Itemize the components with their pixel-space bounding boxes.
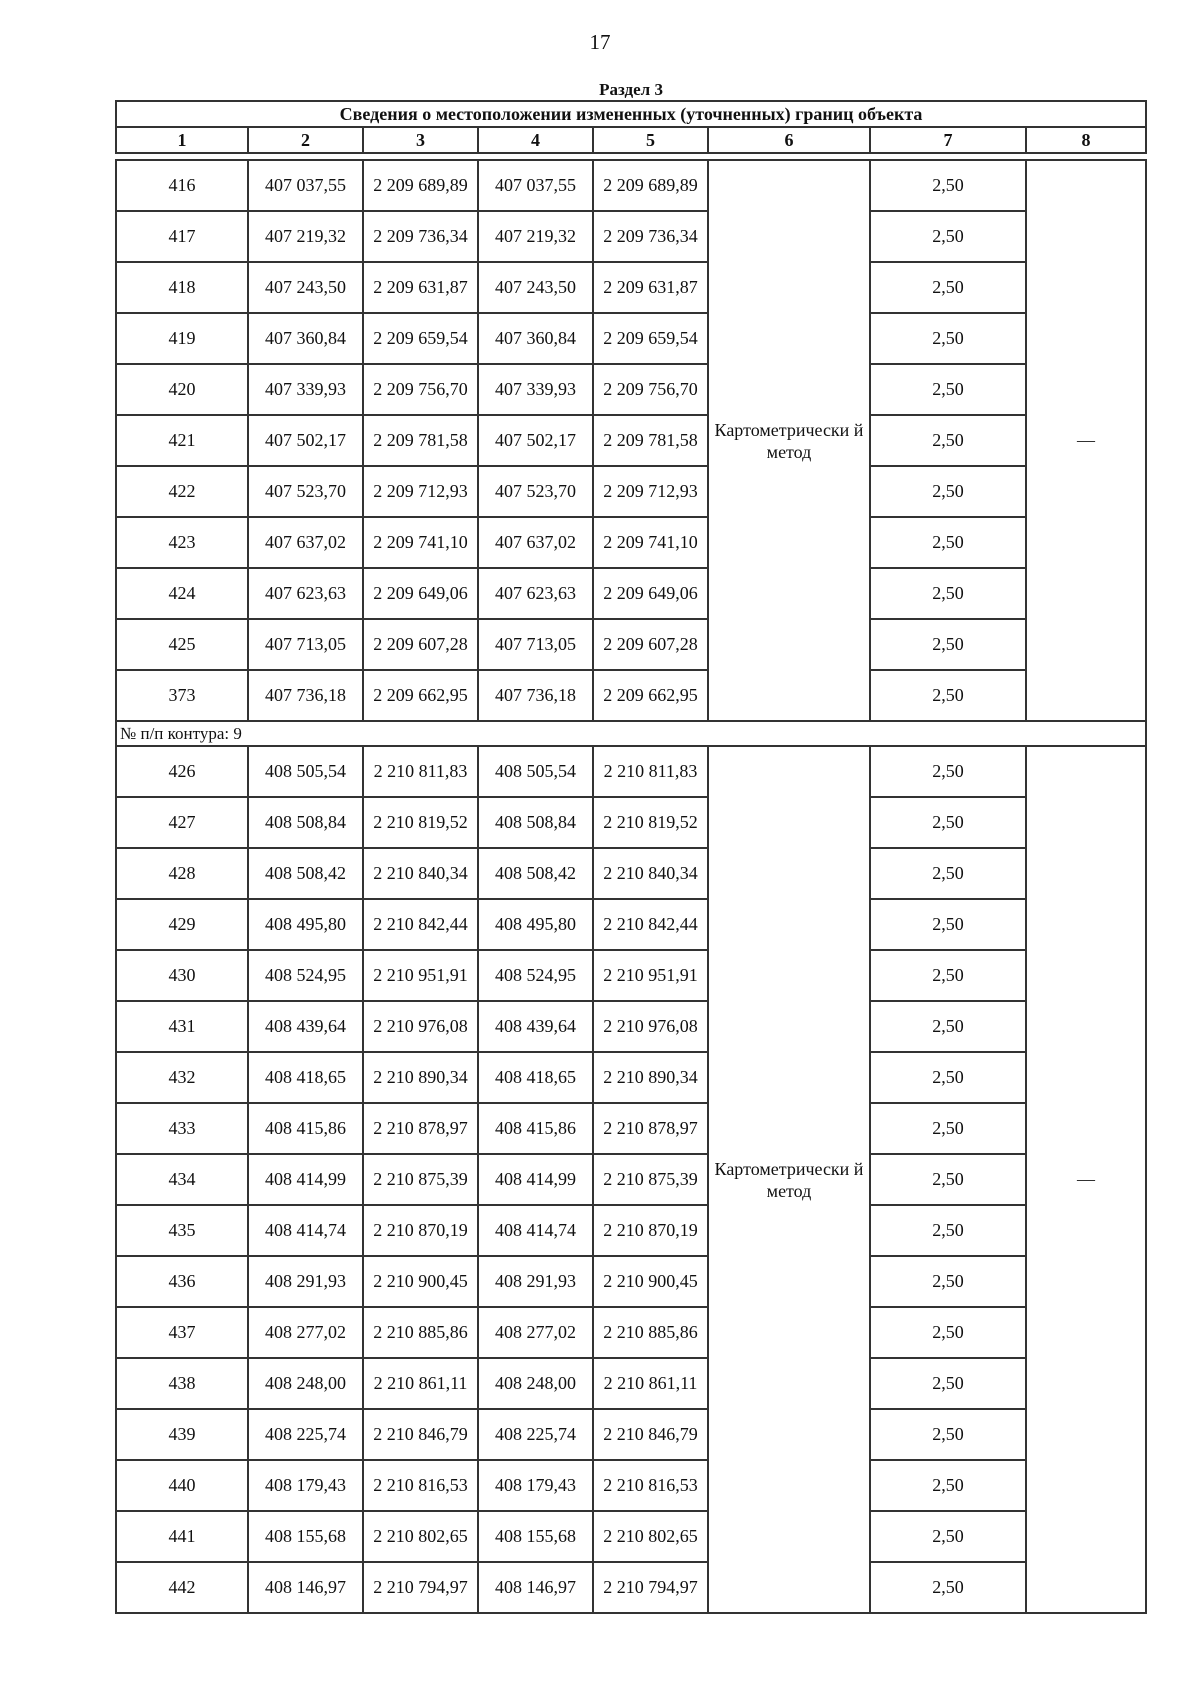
point-number-cell: 416 <box>116 160 248 211</box>
table-row <box>116 466 1146 517</box>
point-number-cell: 373 <box>116 670 248 721</box>
point-number-cell: 423 <box>116 517 248 568</box>
x-old-cell: 408 418,65 <box>248 1052 363 1103</box>
accuracy-cell: 2,50 <box>870 364 1026 415</box>
accuracy-cell: 2,50 <box>870 746 1026 797</box>
x-old-cell: 407 339,93 <box>248 364 363 415</box>
x-new-cell: 408 414,74 <box>478 1205 593 1256</box>
point-number-cell: 435 <box>116 1205 248 1256</box>
x-old-cell: 408 524,95 <box>248 950 363 1001</box>
y-old-cell: 2 209 649,06 <box>363 568 478 619</box>
accuracy-cell: 2,50 <box>870 1511 1026 1562</box>
y-new-cell: 2 209 659,54 <box>593 313 708 364</box>
x-new-cell: 408 277,02 <box>478 1307 593 1358</box>
accuracy-cell: 2,50 <box>870 1103 1026 1154</box>
table-row <box>116 211 1146 262</box>
x-old-cell: 408 155,68 <box>248 1511 363 1562</box>
accuracy-cell: 2,50 <box>870 1052 1026 1103</box>
table-row <box>116 1154 1146 1205</box>
y-new-cell: 2 209 741,10 <box>593 517 708 568</box>
column-header: 3 <box>363 127 478 153</box>
x-new-cell: 407 637,02 <box>478 517 593 568</box>
x-old-cell: 407 037,55 <box>248 160 363 211</box>
accuracy-cell: 2,50 <box>870 1001 1026 1052</box>
y-new-cell: 2 209 689,89 <box>593 160 708 211</box>
x-new-cell: 407 623,63 <box>478 568 593 619</box>
y-new-cell: 2 210 861,11 <box>593 1358 708 1409</box>
point-number-cell: 433 <box>116 1103 248 1154</box>
y-new-cell: 2 209 631,87 <box>593 262 708 313</box>
point-number-cell: 422 <box>116 466 248 517</box>
accuracy-cell: 2,50 <box>870 517 1026 568</box>
y-new-cell: 2 209 607,28 <box>593 619 708 670</box>
x-old-cell: 407 219,32 <box>248 211 363 262</box>
y-new-cell: 2 210 794,97 <box>593 1562 708 1613</box>
x-old-cell: 407 713,05 <box>248 619 363 670</box>
point-number-cell: 432 <box>116 1052 248 1103</box>
y-old-cell: 2 210 840,34 <box>363 848 478 899</box>
x-old-cell: 408 505,54 <box>248 746 363 797</box>
x-old-cell: 407 502,17 <box>248 415 363 466</box>
point-number-cell: 436 <box>116 1256 248 1307</box>
y-old-cell: 2 210 890,34 <box>363 1052 478 1103</box>
x-old-cell: 408 248,00 <box>248 1358 363 1409</box>
column-header: 2 <box>248 127 363 153</box>
column-header: 1 <box>116 127 248 153</box>
section-title: Раздел 3 <box>116 80 1146 101</box>
y-old-cell: 2 210 870,19 <box>363 1205 478 1256</box>
x-new-cell: 408 508,42 <box>478 848 593 899</box>
accuracy-cell: 2,50 <box>870 1205 1026 1256</box>
table-row <box>116 1256 1146 1307</box>
accuracy-cell: 2,50 <box>870 262 1026 313</box>
y-old-cell: 2 210 875,39 <box>363 1154 478 1205</box>
accuracy-cell: 2,50 <box>870 950 1026 1001</box>
x-old-cell: 408 414,99 <box>248 1154 363 1205</box>
column-header: 5 <box>593 127 708 153</box>
accuracy-cell: 2,50 <box>870 568 1026 619</box>
table-row <box>116 1307 1146 1358</box>
x-new-cell: 408 439,64 <box>478 1001 593 1052</box>
x-old-cell: 408 277,02 <box>248 1307 363 1358</box>
method-cell: Картометрически й метод <box>708 160 870 721</box>
y-new-cell: 2 209 662,95 <box>593 670 708 721</box>
accuracy-cell: 2,50 <box>870 670 1026 721</box>
table-row <box>116 899 1146 950</box>
x-old-cell: 408 508,42 <box>248 848 363 899</box>
y-old-cell: 2 210 885,86 <box>363 1307 478 1358</box>
x-new-cell: 408 291,93 <box>478 1256 593 1307</box>
accuracy-cell: 2,50 <box>870 466 1026 517</box>
accuracy-cell: 2,50 <box>870 1409 1026 1460</box>
table-row <box>116 262 1146 313</box>
y-new-cell: 2 209 736,34 <box>593 211 708 262</box>
y-new-cell: 2 210 842,44 <box>593 899 708 950</box>
y-new-cell: 2 210 870,19 <box>593 1205 708 1256</box>
table-title: Сведения о местоположении измененных (уточненных) границ объекта <box>116 101 1146 127</box>
y-new-cell: 2 210 875,39 <box>593 1154 708 1205</box>
y-new-cell: 2 209 781,58 <box>593 415 708 466</box>
table-row <box>116 1409 1146 1460</box>
point-number-cell: 430 <box>116 950 248 1001</box>
x-new-cell: 407 502,17 <box>478 415 593 466</box>
y-new-cell: 2 210 900,45 <box>593 1256 708 1307</box>
accuracy-cell: 2,50 <box>870 1358 1026 1409</box>
point-number-cell: 418 <box>116 262 248 313</box>
table-row <box>116 364 1146 415</box>
accuracy-cell: 2,50 <box>870 160 1026 211</box>
x-new-cell: 408 495,80 <box>478 899 593 950</box>
accuracy-cell: 2,50 <box>870 797 1026 848</box>
column-header: 8 <box>1026 127 1146 153</box>
x-new-cell: 408 508,84 <box>478 797 593 848</box>
x-new-cell: 408 155,68 <box>478 1511 593 1562</box>
y-old-cell: 2 209 741,10 <box>363 517 478 568</box>
accuracy-cell: 2,50 <box>870 848 1026 899</box>
column-header: 6 <box>708 127 870 153</box>
accuracy-cell: 2,50 <box>870 1256 1026 1307</box>
y-old-cell: 2 210 951,91 <box>363 950 478 1001</box>
y-old-cell: 2 209 659,54 <box>363 313 478 364</box>
point-number-cell: 426 <box>116 746 248 797</box>
x-new-cell: 407 713,05 <box>478 619 593 670</box>
y-new-cell: 2 210 819,52 <box>593 797 708 848</box>
x-new-cell: 407 219,32 <box>478 211 593 262</box>
y-old-cell: 2 210 846,79 <box>363 1409 478 1460</box>
y-new-cell: 2 209 712,93 <box>593 466 708 517</box>
x-old-cell: 408 495,80 <box>248 899 363 950</box>
y-old-cell: 2 209 662,95 <box>363 670 478 721</box>
x-old-cell: 407 523,70 <box>248 466 363 517</box>
x-old-cell: 407 243,50 <box>248 262 363 313</box>
x-new-cell: 408 225,74 <box>478 1409 593 1460</box>
column-header: 4 <box>478 127 593 153</box>
x-old-cell: 408 225,74 <box>248 1409 363 1460</box>
y-old-cell: 2 210 811,83 <box>363 746 478 797</box>
y-new-cell: 2 210 846,79 <box>593 1409 708 1460</box>
point-number-cell: 424 <box>116 568 248 619</box>
y-new-cell: 2 210 816,53 <box>593 1460 708 1511</box>
x-new-cell: 408 415,86 <box>478 1103 593 1154</box>
point-number-cell: 431 <box>116 1001 248 1052</box>
table-row <box>116 1358 1146 1409</box>
column-header-row <box>116 127 1146 153</box>
y-old-cell: 2 210 802,65 <box>363 1511 478 1562</box>
point-number-cell: 417 <box>116 211 248 262</box>
accuracy-cell: 2,50 <box>870 1307 1026 1358</box>
boundary-coordinates-table <box>115 80 1147 1614</box>
y-old-cell: 2 209 607,28 <box>363 619 478 670</box>
method-cell: Картометрически й метод <box>708 746 870 1613</box>
point-number-cell: 427 <box>116 797 248 848</box>
table-row <box>116 619 1146 670</box>
table-row <box>116 160 1146 211</box>
column-header: 7 <box>870 127 1026 153</box>
x-new-cell: 407 736,18 <box>478 670 593 721</box>
y-old-cell: 2 210 794,97 <box>363 1562 478 1613</box>
x-new-cell: 407 243,50 <box>478 262 593 313</box>
accuracy-cell: 2,50 <box>870 313 1026 364</box>
point-number-cell: 441 <box>116 1511 248 1562</box>
point-number-cell: 440 <box>116 1460 248 1511</box>
x-old-cell: 407 623,63 <box>248 568 363 619</box>
table-row <box>116 1562 1146 1613</box>
y-old-cell: 2 209 689,89 <box>363 160 478 211</box>
point-number-cell: 428 <box>116 848 248 899</box>
y-old-cell: 2 210 976,08 <box>363 1001 478 1052</box>
table-row <box>116 517 1146 568</box>
point-number-cell: 419 <box>116 313 248 364</box>
y-old-cell: 2 209 631,87 <box>363 262 478 313</box>
y-new-cell: 2 209 756,70 <box>593 364 708 415</box>
y-new-cell: 2 210 951,91 <box>593 950 708 1001</box>
point-number-cell: 442 <box>116 1562 248 1613</box>
accuracy-cell: 2,50 <box>870 415 1026 466</box>
accuracy-cell: 2,50 <box>870 1154 1026 1205</box>
x-new-cell: 408 418,65 <box>478 1052 593 1103</box>
x-new-cell: 407 523,70 <box>478 466 593 517</box>
x-new-cell: 408 146,97 <box>478 1562 593 1613</box>
y-old-cell: 2 210 878,97 <box>363 1103 478 1154</box>
accuracy-cell: 2,50 <box>870 1562 1026 1613</box>
x-old-cell: 408 291,93 <box>248 1256 363 1307</box>
table-row <box>116 1052 1146 1103</box>
y-new-cell: 2 210 976,08 <box>593 1001 708 1052</box>
page-number: 17 <box>589 30 611 54</box>
x-old-cell: 408 179,43 <box>248 1460 363 1511</box>
x-old-cell: 407 736,18 <box>248 670 363 721</box>
y-old-cell: 2 210 842,44 <box>363 899 478 950</box>
table-row <box>116 1511 1146 1562</box>
point-number-cell: 439 <box>116 1409 248 1460</box>
table-row <box>116 1103 1146 1154</box>
table-row <box>116 848 1146 899</box>
x-old-cell: 408 439,64 <box>248 1001 363 1052</box>
point-number-cell: 429 <box>116 899 248 950</box>
y-old-cell: 2 210 861,11 <box>363 1358 478 1409</box>
point-number-cell: 438 <box>116 1358 248 1409</box>
table-row <box>116 568 1146 619</box>
table-row <box>116 313 1146 364</box>
y-old-cell: 2 209 712,93 <box>363 466 478 517</box>
table-row <box>116 797 1146 848</box>
y-old-cell: 2 209 736,34 <box>363 211 478 262</box>
x-new-cell: 408 179,43 <box>478 1460 593 1511</box>
x-old-cell: 408 414,74 <box>248 1205 363 1256</box>
description-cell: — <box>1026 746 1146 1613</box>
accuracy-cell: 2,50 <box>870 619 1026 670</box>
table-row <box>116 415 1146 466</box>
y-old-cell: 2 210 819,52 <box>363 797 478 848</box>
point-number-cell: 434 <box>116 1154 248 1205</box>
table-row <box>116 950 1146 1001</box>
table-row <box>116 670 1146 721</box>
accuracy-cell: 2,50 <box>870 1460 1026 1511</box>
y-new-cell: 2 210 885,86 <box>593 1307 708 1358</box>
x-new-cell: 408 248,00 <box>478 1358 593 1409</box>
point-number-cell: 420 <box>116 364 248 415</box>
accuracy-cell: 2,50 <box>870 899 1026 950</box>
header-gap <box>116 153 1146 160</box>
y-new-cell: 2 210 878,97 <box>593 1103 708 1154</box>
x-old-cell: 407 637,02 <box>248 517 363 568</box>
y-old-cell: 2 209 756,70 <box>363 364 478 415</box>
x-new-cell: 408 524,95 <box>478 950 593 1001</box>
x-new-cell: 407 360,84 <box>478 313 593 364</box>
y-old-cell: 2 209 781,58 <box>363 415 478 466</box>
x-old-cell: 408 415,86 <box>248 1103 363 1154</box>
contour-label: № п/п контура: 9 <box>116 721 1146 746</box>
y-new-cell: 2 210 890,34 <box>593 1052 708 1103</box>
x-new-cell: 407 339,93 <box>478 364 593 415</box>
point-number-cell: 421 <box>116 415 248 466</box>
y-old-cell: 2 210 900,45 <box>363 1256 478 1307</box>
x-old-cell: 407 360,84 <box>248 313 363 364</box>
y-new-cell: 2 210 802,65 <box>593 1511 708 1562</box>
table-row <box>116 1001 1146 1052</box>
point-number-cell: 425 <box>116 619 248 670</box>
accuracy-cell: 2,50 <box>870 211 1026 262</box>
x-old-cell: 408 146,97 <box>248 1562 363 1613</box>
description-cell: — <box>1026 160 1146 721</box>
point-number-cell: 437 <box>116 1307 248 1358</box>
table-row <box>116 1205 1146 1256</box>
y-old-cell: 2 210 816,53 <box>363 1460 478 1511</box>
y-new-cell: 2 210 840,34 <box>593 848 708 899</box>
y-new-cell: 2 210 811,83 <box>593 746 708 797</box>
y-new-cell: 2 209 649,06 <box>593 568 708 619</box>
x-new-cell: 408 414,99 <box>478 1154 593 1205</box>
table-row <box>116 746 1146 797</box>
x-old-cell: 408 508,84 <box>248 797 363 848</box>
x-new-cell: 408 505,54 <box>478 746 593 797</box>
table-row <box>116 1460 1146 1511</box>
x-new-cell: 407 037,55 <box>478 160 593 211</box>
